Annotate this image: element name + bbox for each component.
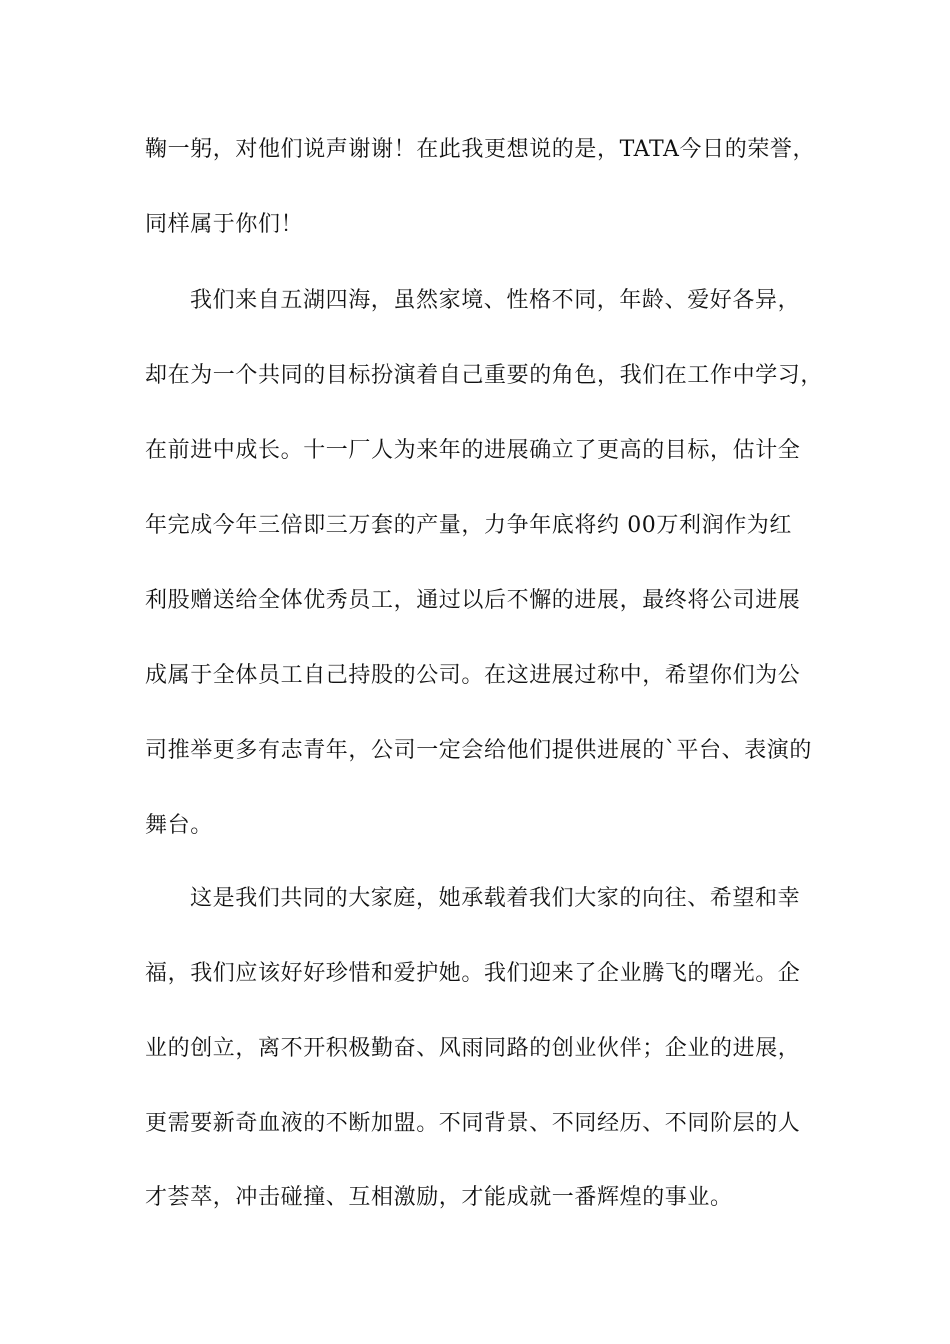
text-line-15: 才荟萃，冲击碰撞、互相激励，才能成就一番辉煌的事业。 — [145, 1185, 733, 1210]
text-line-7: 利股赠送给全体优秀员工，通过以后不懈的进展，最终将公司进展 — [145, 588, 801, 613]
text-line-10: 舞台。 — [145, 813, 213, 838]
text-line-14: 更需要新奇血液的不断加盟。不同背景、不同经历、不同阶层的人 — [145, 1111, 801, 1136]
text-line-9: 司推举更多有志青年，公司一定会给他们提供进展的`平台、表演的 — [145, 738, 813, 763]
text-line-5: 在前进中成长。十一厂人为来年的进展确立了更高的目标，估计全 — [145, 438, 801, 463]
text-line-13: 业的创立，离不开积极勤奋、风雨同路的创业伙伴；企业的进展， — [145, 1036, 801, 1061]
text-line-2: 同样属于你们！ — [145, 212, 304, 237]
text-line-11: 这是我们共同的大家庭，她承载着我们大家的向往、希望和幸 — [190, 886, 801, 911]
text-line-4: 却在为一个共同的目标扮演着自己重要的角色，我们在工作中学习， — [145, 363, 824, 388]
text-line-6: 年完成今年三倍即三万套的产量，力争年底将约 00万利润作为红 — [145, 513, 792, 538]
text-line-8: 成属于全体员工自己持股的公司。在这进展过称中，希望你们为公 — [145, 663, 801, 688]
text-line-1: 鞠一躬，对他们说声谢谢！在此我更想说的是，TATA今日的荣誉， — [145, 137, 816, 162]
text-line-3: 我们来自五湖四海，虽然家境、性格不同，年龄、爱好各异， — [190, 288, 801, 313]
text-line-12: 福，我们应该好好珍惜和爱护她。我们迎来了企业腾飞的曙光。企 — [145, 961, 801, 986]
